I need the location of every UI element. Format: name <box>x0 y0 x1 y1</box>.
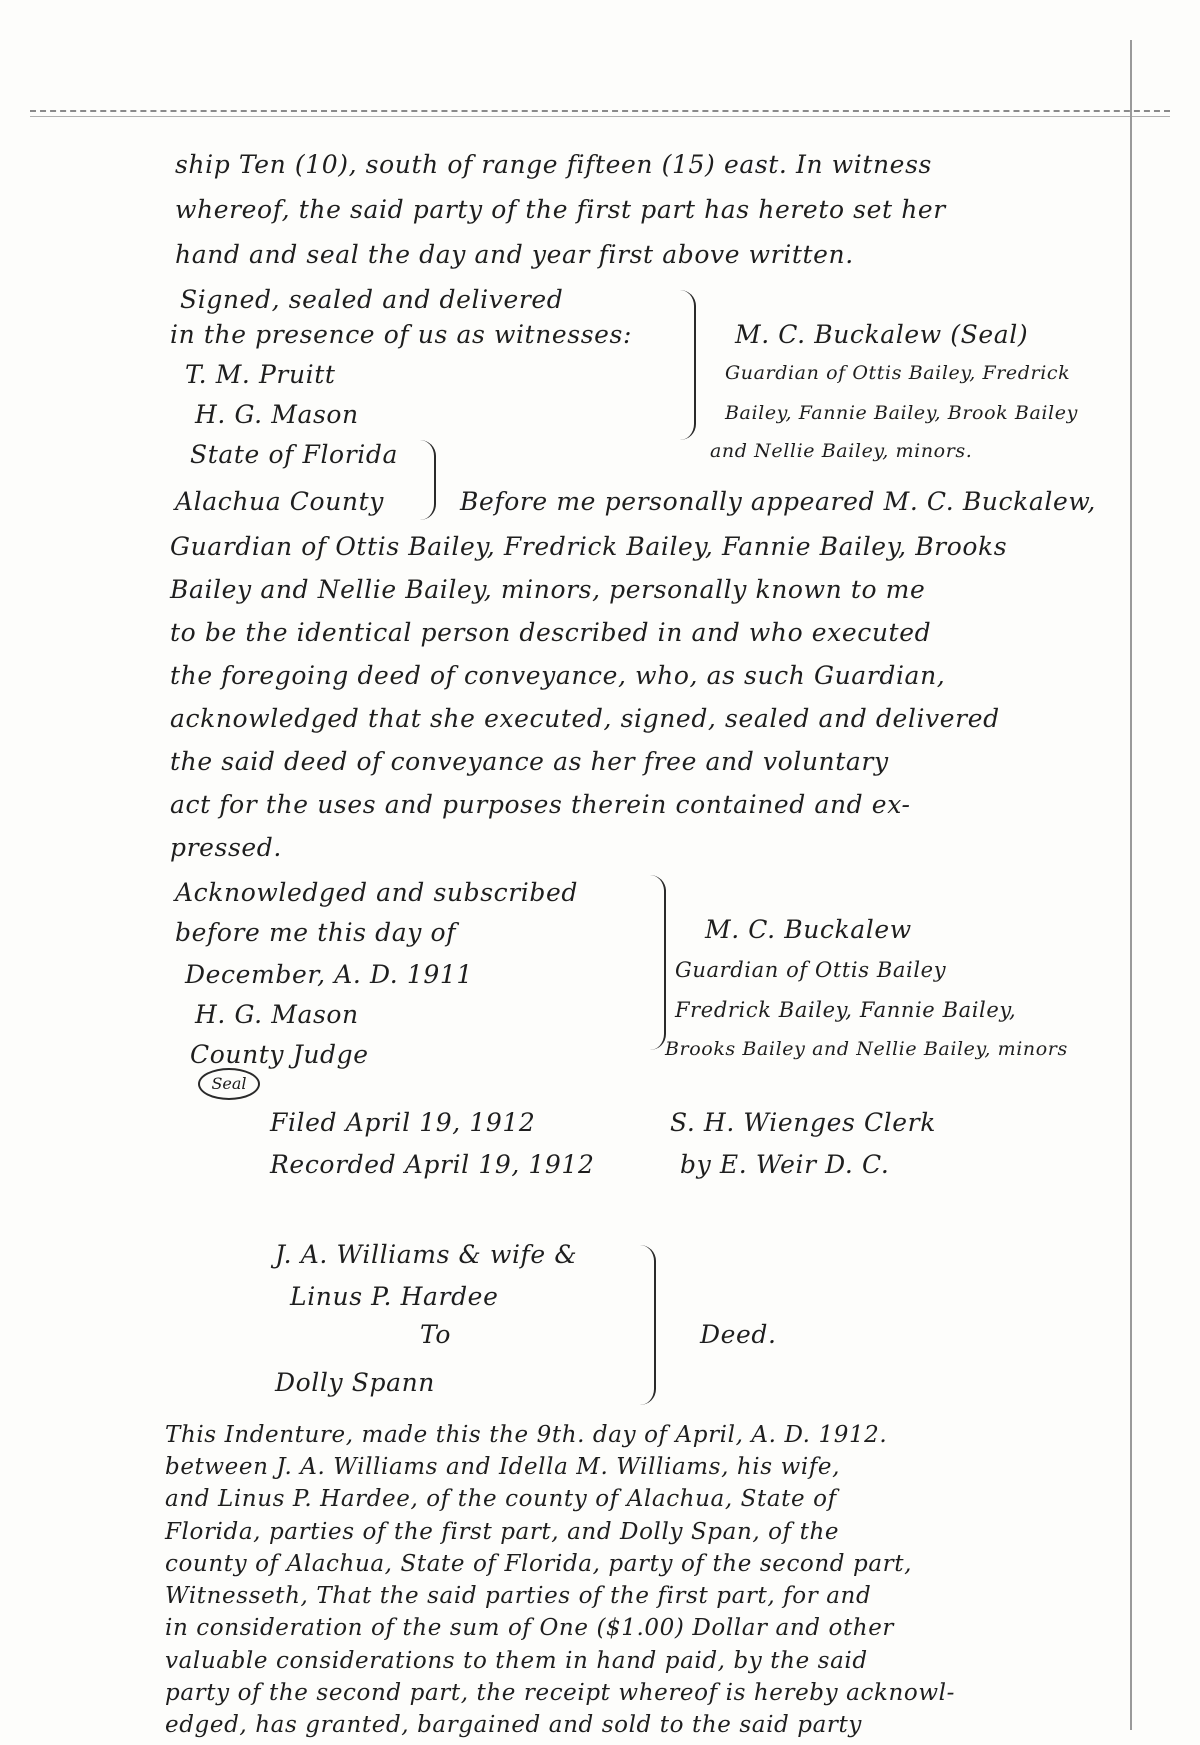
party-line: Dolly Spann <box>275 1368 435 1397</box>
signature-line: Brooks Bailey and Nellie Bailey, minors <box>665 1038 1068 1060</box>
paragraph-line: Guardian of Ottis Bailey, Fredrick Bailey, Fannie Bailey, Brooks <box>170 532 1008 561</box>
subscribed-line: before me this day of <box>175 918 457 947</box>
party-line: To <box>420 1320 451 1349</box>
subscribed-line: County Judge <box>190 1040 369 1069</box>
paragraph-line: between J. A. Williams and Idella M. Williams, his wife, <box>165 1454 841 1480</box>
venue-line: Alachua County <box>175 487 384 516</box>
signature-line: Bailey, Fannie Bailey, Brook Bailey <box>725 402 1078 424</box>
page-top-rule <box>30 110 1170 112</box>
witness-name: T. M. Pruitt <box>185 360 336 389</box>
paragraph-line: party of the second part, the receipt whereof is hereby acknowl- <box>165 1680 955 1706</box>
party-line: J. A. Williams & wife & <box>275 1240 578 1269</box>
paragraph-line: in consideration of the sum of One ($1.00) Dollar and other <box>165 1615 895 1641</box>
seal-stamp: Seal <box>198 1068 260 1100</box>
subscribed-line: H. G. Mason <box>195 1000 359 1029</box>
recorded-date: Recorded April 19, 1912 <box>270 1150 595 1179</box>
page-right-margin-rule <box>1130 40 1132 1730</box>
paragraph-line: to be the identical person described in and who executed <box>170 618 932 647</box>
paragraph-line: the foregoing deed of conveyance, who, as such Guardian, <box>170 661 946 690</box>
paragraph-line: pressed. <box>170 833 282 862</box>
paragraph-line: and Linus P. Hardee, of the county of Alachua, State of <box>165 1486 837 1512</box>
paragraph-line: hand and seal the day and year first above written. <box>175 240 854 269</box>
clerk-name: S. H. Wienges Clerk <box>670 1108 936 1137</box>
filed-date: Filed April 19, 1912 <box>270 1108 536 1137</box>
instrument-type: Deed. <box>700 1320 777 1349</box>
paragraph-line: whereof, the said party of the first part has hereto set her <box>175 195 946 224</box>
signature-line: Fredrick Bailey, Fannie Bailey, <box>675 998 1017 1022</box>
deed-heading-brace <box>640 1245 656 1405</box>
venue-line: State of Florida <box>190 440 398 469</box>
signature-brace <box>680 290 696 440</box>
signature-line: Guardian of Ottis Bailey, Fredrick <box>725 362 1071 384</box>
paragraph-line: the said deed of conveyance as her free and voluntary <box>170 747 889 776</box>
signature-line: Guardian of Ottis Bailey <box>675 958 947 982</box>
paragraph-line: Florida, parties of the first part, and Dolly Span, of the <box>165 1519 840 1545</box>
signature-line: M. C. Buckalew (Seal) <box>735 320 1029 349</box>
paragraph-line: county of Alachua, State of Florida, party of the second part, <box>165 1551 913 1577</box>
paragraph-line: Before me personally appeared M. C. Buckalew, <box>460 487 1096 516</box>
paragraph-line: ship Ten (10), south of range fifteen (15) east. In witness <box>175 150 932 179</box>
party-line: Linus P. Hardee <box>290 1282 499 1311</box>
subscribed-line: December, A. D. 1911 <box>185 960 473 989</box>
paragraph-line: Bailey and Nellie Bailey, minors, personally known to me <box>170 575 926 604</box>
signature-line: and Nellie Bailey, minors. <box>710 440 973 462</box>
paragraph-line: valuable considerations to them in hand paid, by the said <box>165 1648 868 1674</box>
witness-line: in the presence of us as witnesses: <box>170 320 633 349</box>
paragraph-line: acknowledged that she executed, signed, sealed and delivered <box>170 704 1000 733</box>
page-top-rule-secondary <box>30 116 1170 117</box>
witness-line: Signed, sealed and delivered <box>180 285 564 314</box>
witness-name: H. G. Mason <box>195 400 359 429</box>
subscribed-line: Acknowledged and subscribed <box>175 878 578 907</box>
paragraph-line: act for the uses and purposes therein contained and ex- <box>170 790 911 819</box>
signature-line: M. C. Buckalew <box>705 915 912 944</box>
paragraph-line: This Indenture, made this the 9th. day of April, A. D. 1912. <box>165 1422 888 1448</box>
paragraph-line: edged, has granted, bargained and sold to the said party <box>165 1712 862 1738</box>
deputy-clerk: by E. Weir D. C. <box>680 1150 890 1179</box>
paragraph-line: Witnesseth, That the said parties of the first part, for and <box>165 1583 872 1609</box>
venue-brace <box>420 440 436 520</box>
subscribed-brace <box>650 875 666 1050</box>
